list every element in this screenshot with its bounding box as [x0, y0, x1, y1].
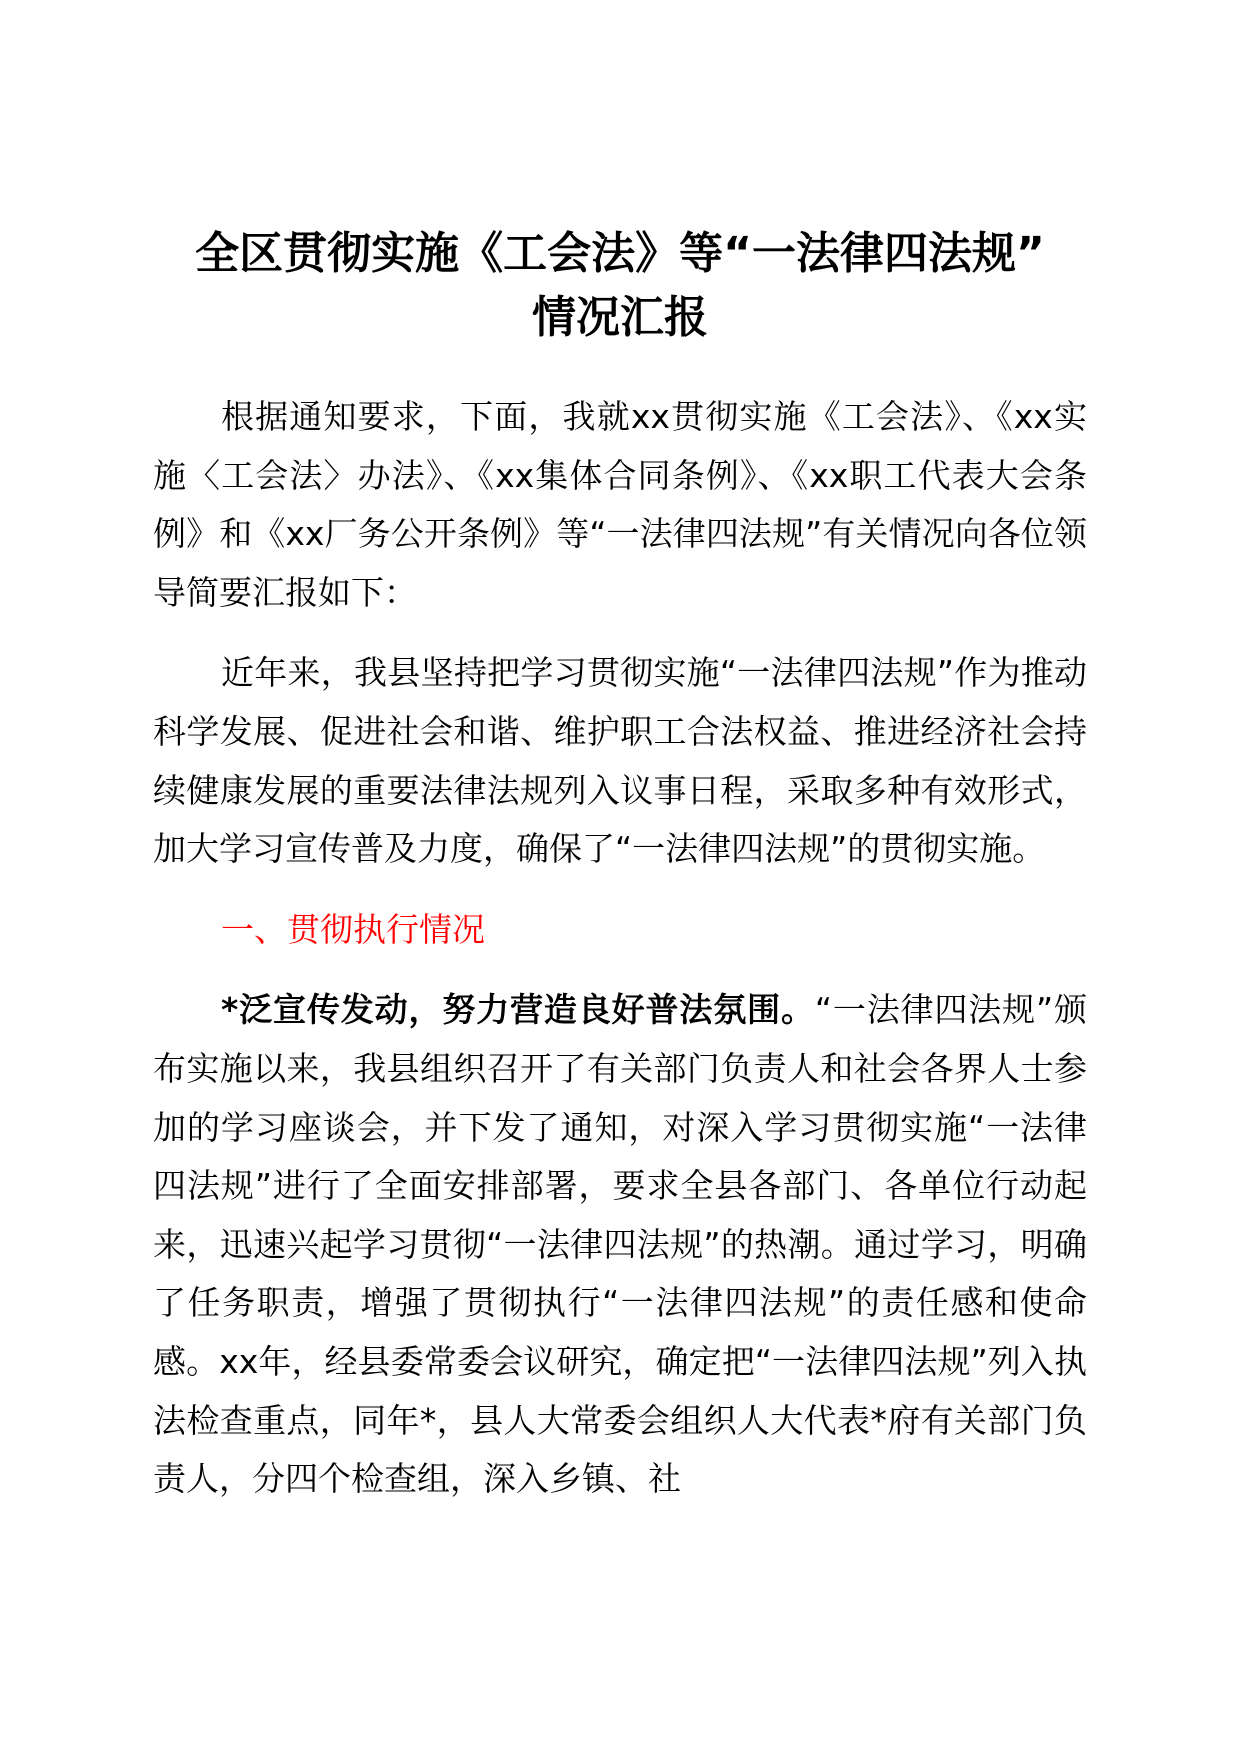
overview-paragraph: 近年来，我县坚持把学习贯彻实施“一法律四法规”作为推动科学发展、促进社会和谐、维护职工合法权益、推进经济社会持续健康发展的重要法律法规列入议事日程，采取多种有效形式，加大学习宣传普及力度，确保了“一法律四法规”的贯彻实施。 — [153, 653, 1087, 869]
title-line-1: 全区贯彻实施《工会法》等“一法律四法规” — [195, 228, 1045, 279]
document-body — [153, 388, 1087, 1531]
title-line-2: 情况汇报 — [532, 292, 708, 343]
intro-paragraph: 根据通知要求，下面，我就xx贯彻实施《工会法》、《xx实施〈工会法〉办法》、《xx集体合同条例》、《xx职工代表大会条例》和《xx厂务公开条例》等“一法律四法规”有关情况向各位领导简要汇报如下： — [153, 397, 1087, 612]
section-heading: 一、贯彻执行情况 — [221, 909, 485, 949]
section-paragraph — [153, 981, 1087, 1508]
document-title — [153, 222, 1087, 350]
section-paragraph-lead: *泛宣传发动，努力营造良好普法氛围。 — [221, 990, 815, 1030]
section-paragraph-text: “一法律四法规”颁布实施以来，我县组织召开了有关部门负责人和社会各界人士参加的学习座谈会，并下发了通知，对深入学习贯彻实施“一法律四法规”进行了全面安排部署，要求全县各部门、各单位行动起来，迅速兴起学习贯彻“一法律四法规”的热潮。通过学习，明确了任务职责，增强了贯彻执行“一法律四法规”的责任感和使命感。xx年，经县委常委会议研究，确定把“一法律四法规”列入执法检查重点，同年*，县人大常委会组织人大代表*府有关部门负责人，分四个检查组，深入乡镇、社 — [153, 990, 1087, 1499]
